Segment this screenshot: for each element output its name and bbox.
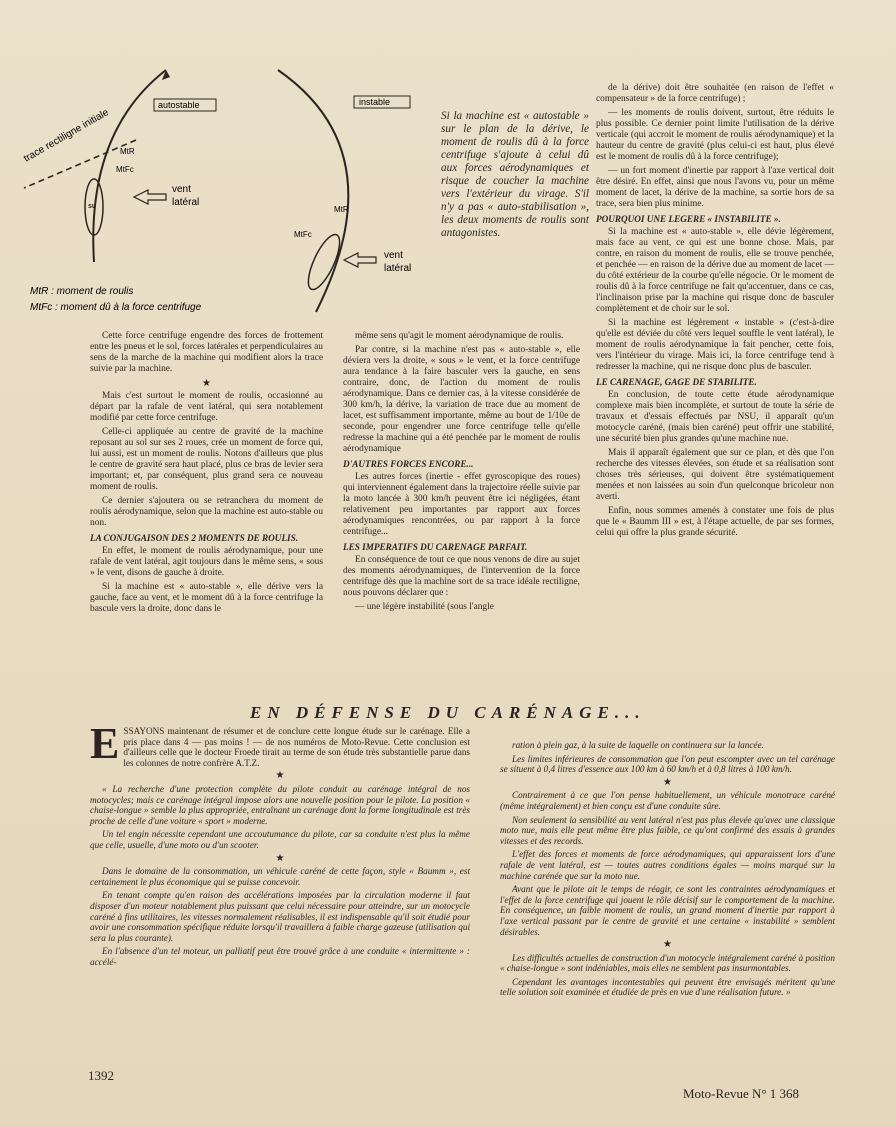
wind-arrow-icon-2 (344, 253, 376, 267)
quote-paragraph: Avant que le pilote ait le temps de réagir, ce sont les contraintes aérodynamiques et l'effet de la force centrifuge qui jouent le rôle décisif sur le comportement de la machine. En conséquence, un faible moment de roulis, un grand moment d'inertie par rapport à l'axe vertical passant par le centre de gravité et une certaine « instabilité » semblent désirables. (500, 884, 835, 937)
col1-paragraph: En effet, le moment de roulis aérodynamique, pour une rafale de vent latéral, agit toujours dans le même sens, « sous » le vent, disons de gauche à droite. (90, 546, 323, 578)
mfc-label-1: MtFc (116, 165, 134, 174)
col3-paragraph: de la dérive) doit être souhaitée (en raison de l'effet « compensateur » de la force centrifuge) ; (596, 83, 834, 104)
quote-paragraph: Les difficultés actuelles de construction d'un motocycle intégralement caréné à position « chaise-longue » sont indéniables, mais elles ne semblent pas insurmontables. (500, 952, 835, 974)
col2-heading: D'AUTRES FORCES ENCORE... (343, 459, 474, 469)
vent-label-2: vent (384, 250, 403, 261)
col3-paragraph: — un fort moment d'inertie par rapport à l'axe vertical doit être désiré. En effet, ainsi que nous l'avons vu, pour un même moment de lacet, la dérive de la machine, sa sortie hors de sa trace, sera bien plus minime. (596, 166, 834, 209)
instable-trajectory (278, 70, 348, 312)
page-number: 1392 (88, 1068, 114, 1083)
quote-paragraph: En tenant compte qu'en raison des accélérations imposées par la circulation moderne il faut disposer d'un moteur notablement plus puissant que celui nécessaire pour atteindre, sur un motocycle caréné à fins utilitaires, les vitesses normalement réalisables, il est indispensable qu'il soit étudié pour avoir une consommation spécifique réduite lorsqu'il travaillera à faible charge gazeuse (utilisation qui sera la plus courante). (90, 890, 470, 943)
quote-paragraph: ration à plein gaz, à la suite de laquelle on continuera sur la lancée. (512, 740, 764, 750)
svg-text:su: su (88, 203, 97, 210)
col1-paragraph: Si la machine est « auto-stable », elle dérive vers la gauche, face au vent, et le moment dû à la force centrifuge la bascule vers la droite, donc dans le (90, 582, 323, 614)
separator-star-icon: ★ (275, 852, 285, 864)
col1-paragraph: Cette force centrifuge engendre des forces de frottement entre les pneus et le sol, forces latérales et perpendiculaires au sens de la marche de la machine qui modifient alors la trace suivie par la machine. (90, 331, 323, 374)
quote-paragraph: Cependant les avantages incontestables qui peuvent être envisagés méritent qu'une telle solution soit examinée et étudiée de près en vue d'une réalisation future. » (500, 976, 835, 998)
col2-paragraph: — une légère instabilité (sous l'angle (355, 602, 494, 612)
col2-paragraph: Les autres forces (inertie - effet gyroscopique des roues) qui interviennent également dans la trajectoire réelle suivie par la moto lancée à 300 km/h peuvent être ici négligées, étant relativement peu importantes par rapport aux forces aérodynamiques rencontrées, ou par rapport à la force centrifuge... (343, 472, 580, 537)
autostable-label: autostable (158, 100, 200, 110)
mr-label-2: MtR (334, 205, 349, 214)
col3-paragraph: Mais il apparaît également que sur ce plan, et dès que l'on recherche des vitesses élevées, son étude et sa réalisation sont choses très sérieuses, qui doivent être systématiquement menées et non laissées au soin d'un quelconque bricoleur non averti. (596, 448, 834, 502)
col1-paragraph: Mais c'est surtout le moment de roulis, occasionné au départ par la rafale de vent latéral, qui sera notablement modifié par cette force centrifuge. (90, 391, 323, 423)
col2-paragraph: Par contre, si la machine n'est pas « auto-stable », elle déviera vers la droite, « sous » le vent, et la force centrifuge aura tendance à la faire basculer vers la gauche, en sens contraire, donc, de l'action du moment de roulis aérodynamique. Dans ce dernier cas, à la vitesse considérée de 300 km/h, la dérive, la variation de trace due au moment de lacet, est suffisamment importante, même au bout de 1/10e de seconde, pour engendrer une force centrifuge telle qu'elle redresse la machine qui a été penchée par le moment de roulis aérodynamique (343, 345, 580, 454)
magazine-issue: Moto-Revue N° 1 368 (683, 1086, 800, 1101)
col3-paragraph: Si la machine est « auto-stable », elle dévie légèrement, mais face au vent, ce qui est une bonne chose. Mais, par contre, en raison du moment de roulis, elle se trouve penchée, et penchée — en raison de la dérive due au moment de lacet — du côté extérieur de la courbe qu'elle négocie. Or le moment de roulis dû à la force centrifuge ne fait qu'accentuer, dans ce cas, l'inclinaison prise par la machine qui risque donc de basculer complètement et de choir sur le sol. (596, 227, 834, 314)
quote-paragraph: En l'absence d'un tel moteur, un palliatif peut être trouvé grâce à une conduite « intermittente » : accélé- (90, 946, 470, 967)
col3-paragraph: Si la machine est légèrement « instable » (c'est-à-dire qu'elle est déviée du côté vers lequel souffle le vent latéral), le moment de roulis aérodynamique la fait pencher, cette fois, vers l'intérieur du virage. Mais ici, la force centrifuge tend à redresser la machine, qui ne risque donc plus de basculer. (596, 318, 834, 372)
col3-heading: POURQUOI UNE LEGERE « INSTABILITE ». (596, 214, 781, 224)
col2-heading: LES IMPERATIFS DU CARENAGE PARFAIT. (343, 542, 528, 552)
moto-instable-icon (302, 231, 345, 294)
quote-paragraph: Les limites inférieures de consommation que l'on peut escompter avec un tel carénage se situent à 0,4 litres d'essence aux 100 km à 60 km/h et à 0,8 litres à 100 km/h. (500, 753, 835, 775)
lateral-label-1: latéral (172, 197, 200, 208)
column-5 (500, 740, 835, 1001)
col1-paragraph: Celle-ci appliquée au centre de gravité de la machine reposant au sol sur ses 2 roues, crée un moment de force qui, lui aussi, est un moment de roulis. Notons d'ailleurs que plus le centre de gravité sera haut placé, plus ce bras de levier sera important; et, par conséquent, plus grand sera ce nouveau moment de roulis. (90, 427, 323, 492)
col3-heading: LE CARENAGE, GAGE DE STABILITE. (596, 377, 757, 387)
separator-star-icon: ★ (663, 939, 672, 951)
mr-label-1: MtR (120, 147, 135, 156)
lateral-label-2: latéral (384, 263, 412, 274)
legend-mr: MtR : moment de roulis (30, 286, 134, 297)
separator-star-icon: ★ (663, 776, 672, 788)
vent-label-1: vent (172, 184, 191, 195)
diagram-caption: Si la machine est « autostable » sur le plan de la dérive, le moment de roulis dû à la force centrifuge s'ajoute à celui dû aux forces aérodynamiques et risque de coucher la machine vers l'extérieur du virage. S'il n'y a pas « auto-stabilisation », les deux moments de roulis sont antagonistes. (441, 110, 589, 239)
wind-arrow-icon (134, 190, 166, 204)
column-1 (90, 331, 323, 618)
col3-paragraph: En conclusion, de toute cette étude aérodynamique complexe mais bien incomplète, et surtout de toute la série de travaux et d'essais effectués par NSU, il apparaît qu'un motocycle caréné, (mais bien caréné) peut offrir une stabilité, une sécurité bien plus grandes qu'une machine nue. (596, 390, 834, 444)
separator-star-icon: ★ (202, 378, 211, 389)
quote-paragraph: « La recherche d'une protection complète du pilote conduit au carénage intégral de nos motocycles; mais ce carénage intégral impose alors une nouvelle position pour le pilote. La position « chaise-longue » semble la plus appropriée, entraînant un carénage dont la forme longitudinale est très proche de celle d'une voiture « sport » moderne. (90, 783, 470, 826)
stability-diagram (16, 62, 436, 322)
column-2 (343, 331, 580, 616)
column-4 (90, 719, 470, 970)
col2-paragraph: même sens qu'agit le moment aérodynamique de roulis. (355, 331, 564, 341)
instable-label: instable (359, 97, 391, 107)
col1-paragraph: Ce dernier s'ajoutera ou se retranchera du moment de roulis aérodynamique, selon que la machine est auto-stable ou non. (90, 496, 324, 528)
col3-paragraph: — les moments de roulis doivent, surtout, être réduits le plus possible. Ce dernier point limite l'utilisation de la dérive verticale (qui accroit le moment de roulis aérodynamique) et la hauteur du centre de gravité (plus celui-ci est haut, plus élevé est le moment de roulis dû à la force centrifuge); (596, 108, 834, 162)
column-3 (596, 83, 834, 542)
section-title: EN DÉFENSE DU CARÉNAGE... (250, 703, 646, 722)
col1-heading: LA CONJUGAISON DES 2 MOMENTS DE ROULIS. (90, 533, 299, 543)
quote-paragraph: Contrairement à ce que l'on pense habituellement, un véhicule monotrace caréné (même intégralement) et bien conçu est d'une conduite sûre. (500, 790, 835, 811)
col2-paragraph: En conséquence de tout ce que nous venons de dire au sujet des moments aérodynamiques, de l'intervention de la force centrifuge dès que la machine sort de sa trace idéale rectiligne, nous pouvons déclarer que : (343, 555, 580, 598)
quote-paragraph: Un tel engin nécessite cependant une accoutumance du pilote, car sa conduite n'est plus la même que celle, usuelle, d'une moto ou d'un scooter. (90, 829, 470, 850)
mfc-label-2: MtFc (294, 230, 312, 239)
intro-paragraph (90, 719, 470, 768)
quote-paragraph: L'effet des forces et moments de force aérodynamiques, qui apparaissent lors d'une rafale de vent latéral, est — toutes autres conditions égales — moins marqué sur la machine carénée que sur la moto nue. (500, 849, 835, 881)
legend-mfc: MtFc : moment dû à la force centrifuge (30, 302, 202, 313)
col3-paragraph: Enfin, nous sommes amenés à constater une fois de plus que le « Baumm III » est, à l'étape actuelle, de par ses formes, celui qui offre la plus grande sécurité. (596, 506, 834, 538)
trace-label: trace rectiligne initiale (22, 106, 111, 165)
separator-star-icon: ★ (275, 770, 285, 782)
drop-cap: E (90, 719, 120, 768)
quote-block (90, 784, 470, 968)
quote-paragraph: Non seulement la sensibilité au vent latéral n'est pas plus élevée qu'avec une classique moto nue, mais elle peut même être plus faible, ce qu'ont confirmé des essais à grandes vitesses et des records. (500, 814, 835, 846)
intro-text: SSAYONS maintenant de résumer et de conclure cette longue étude sur le carénage. Elle a pris place dans 4 — pas moins ! — de nos numéros de Moto-Revue. Cette conclusion est d'ailleurs celle que le docteur Froede tirait au terme de son étude très substantielle parue dans les colonnes de notre confrère A.T.Z. (123, 726, 470, 768)
quote-paragraph: Dans le domaine de la consommation, un véhicule caréné de cette façon, style « Baumm », est certainement le plus économique qui se puisse concevoir. (90, 866, 470, 887)
